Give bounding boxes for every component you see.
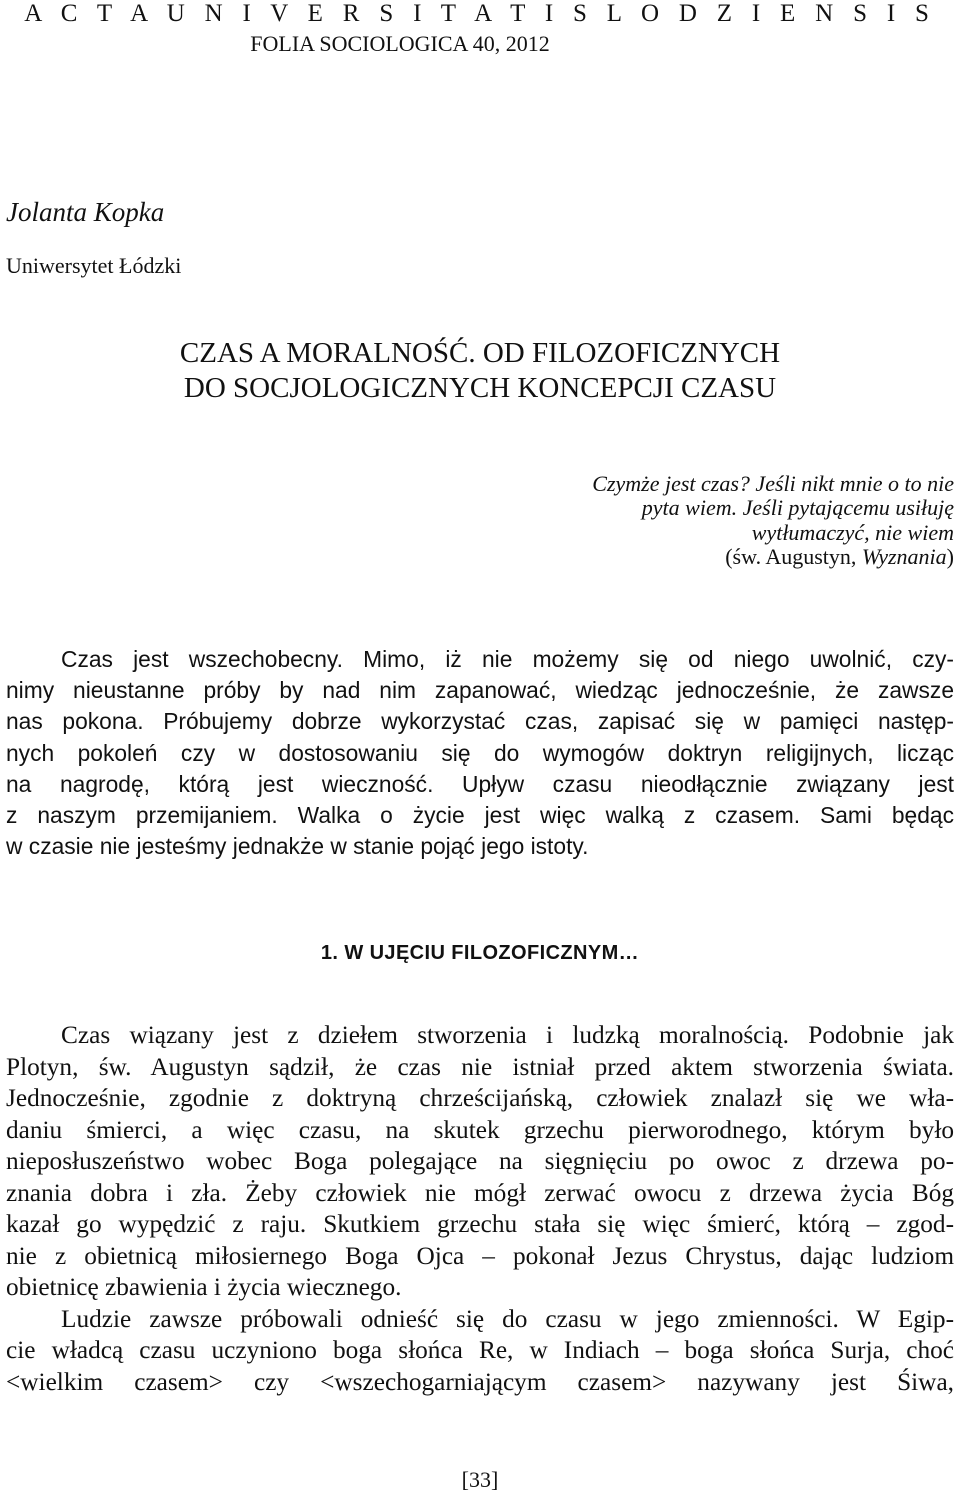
text-line: obietnicę zbawienia i życia wiecznego.	[6, 1273, 402, 1301]
section-heading: 1. W UJĘCIU FILOZOFICZNYM…	[320, 942, 640, 964]
title-line: DO SOCJOLOGICZNYCH KONCEPCJI CZASU	[183, 372, 777, 404]
journal-name: A C T A U N I V E R S I T A T I S L O D Z I E N S I S	[24, 0, 936, 27]
article-title	[0, 336, 960, 406]
text-line: znania dobra i zła. Żeby człowiek nie mógł zerwać owocu z drzewa życia Bóg	[6, 1178, 954, 1207]
title-line: CZAS A MORALNOŚĆ. OD FILOZOFICZNYCH	[179, 337, 781, 369]
page-number: [33]	[461, 1467, 499, 1492]
epigraph-attribution: (św. Augustyn, Wyznania)	[725, 543, 954, 569]
intro-paragraph	[6, 644, 954, 862]
text-line: w czasie nie jesteśmy jednakże w stanie pojąć jego istoty.	[6, 833, 589, 860]
text-line: nych pokoleń czy w dostosowaniu się do wymogów doktryn religijnych, licząc	[6, 739, 954, 766]
text-line: nas pokona. Próbujemy dobrze wykorzystać czas, zapisać się w pamięci następ-	[6, 708, 954, 735]
epigraph-line: pyta wiem. Jeśli pytającemu usiłuję	[641, 495, 954, 521]
text-line: nie z obietnicą miłosiernego Boga Ojca – pokonał Jezus Chrystus, dając ludziom	[6, 1241, 954, 1270]
text-line: Plotyn, św. Augustyn sądził, że czas nie istniał przed aktem stworzenia świata.	[6, 1052, 954, 1081]
text-line: Czas jest wszechobecny. Mimo, iż nie możemy się od niego uwolnić, czy-	[61, 646, 954, 672]
epigraph-line: wytłumaczyć, nie wiem	[751, 519, 954, 545]
text-line: z naszym przemijaniem. Walka o życie jest więc walką z czasem. Sami będąc	[6, 801, 954, 828]
text-line: kazał go wypędzić z raju. Skutkiem grzechu stała się więc śmierć, którą – zgod-	[6, 1210, 954, 1238]
section-1-text	[6, 1020, 954, 1398]
epigraph	[592, 472, 954, 569]
text-line: Ludzie zawsze próbowali odnieść się do czasu w jego zmienności. W Egip-	[61, 1304, 954, 1333]
text-line: cie władcą czasu uczyniono boga słońca Re, w Indiach – boga słońca Surja, choć	[6, 1336, 954, 1364]
epigraph-line: Czymże jest czas? Jeśli nikt mnie o to nie	[592, 471, 954, 496]
text-line: na nagrodę, którą jest wieczność. Upływ czasu nieodłącznie związany jest	[6, 770, 954, 797]
author-affiliation: Uniwersytet Łódzki	[6, 253, 182, 278]
text-line: <wielkim czasem> czy <wszechogarniającym czasem> nazywany jest Śiwa,	[6, 1367, 954, 1396]
text-line: daniu śmierci, a więc czasu, na skutek grzechu pierworodnego, którym było	[6, 1115, 954, 1144]
text-line: nimy nieustanne próby by nad nim zapanować, wiedząc jednocześnie, że zawsze	[6, 677, 954, 704]
journal-issue: FOLIA SOCIOLOGICA 40, 2012	[250, 31, 550, 56]
text-line: nieposłuszeństwo wobec Boga polegające na sięgnięciu po owoc z drzewa po-	[6, 1147, 954, 1175]
text-line: Jednocześnie, zgodnie z doktryną chrześcijańską, człowiek znalazł się we wła-	[6, 1084, 954, 1112]
text-line: Czas wiązany jest z dziełem stworzenia i ludzką moralnością. Podobnie jak	[61, 1021, 954, 1049]
author-name: Jolanta Kopka	[6, 197, 165, 227]
